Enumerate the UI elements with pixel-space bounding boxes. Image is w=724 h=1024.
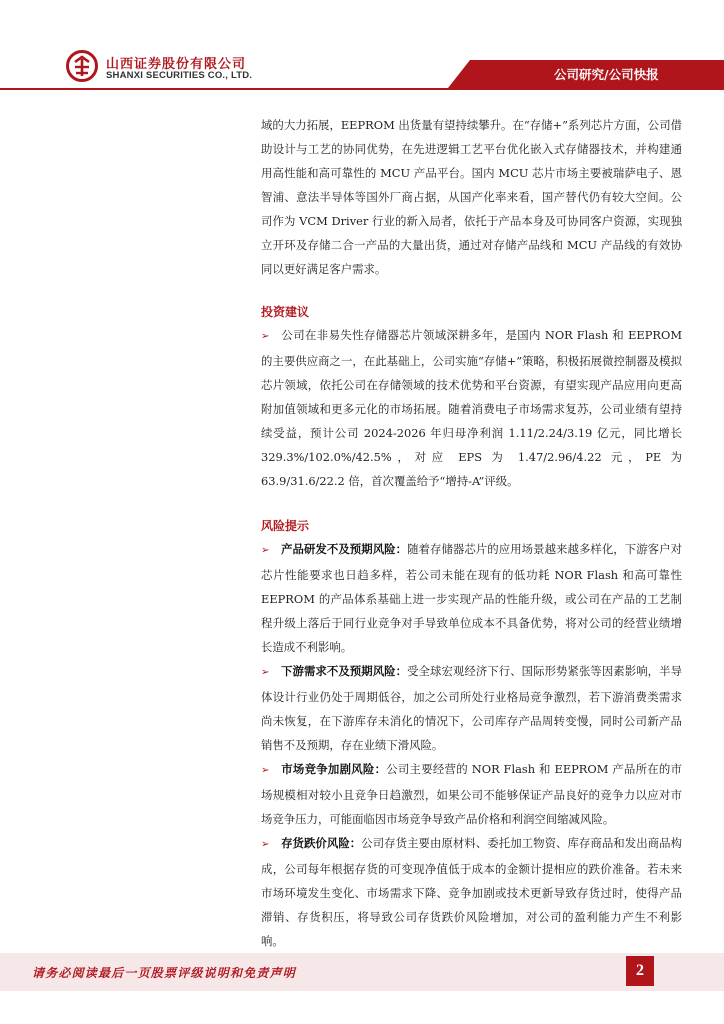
- risk-title: 风险提示: [261, 519, 310, 533]
- bullet-arrow-icon: ➢: [261, 545, 270, 556]
- report-section-label: 公司研究/公司快报: [554, 67, 659, 82]
- company-name-en: SHANXI SECURITIES CO., LTD.: [106, 70, 253, 81]
- bullet-arrow-icon: ➢: [261, 839, 270, 850]
- company-logo-icon: [66, 50, 98, 82]
- page-header: [0, 0, 724, 92]
- risk-item: [261, 831, 682, 953]
- header-divider: [0, 88, 724, 90]
- intro-paragraph: 域的大力拓展，EEPROM 出货量有望持续攀升。在“存储+”系列芯片方面，公司借助设计与工艺的协同优势，在先进逻辑工艺平台优化嵌入式存储器技术，并构建通用高性能和高可靠性的 MCU 产品平台。国内 MCU 芯片市场主要被瑞萨电子、恩智浦、意法半导体等国外厂商占据，从国产化率来看，国产替代仍有较大空间。公司作为 VCM Driver 行业的新入局者，依托于产品本身及可协同客户资源，实现独立开环及存储二合一产品的大量出货，通过对存储产品线和 MCU 产品线的有效协同以更好满足客户需求。: [261, 118, 682, 276]
- risk-text: 公司主要经营的 NOR Flash 和 EEPROM 产品所在的市场规模相对较小且竞争日趋激烈，如果公司不能够保证产品良好的竞争力以应对市场竞争压力，可能面临因市场竞争导致产品价格和利润空间缩减风险。: [261, 762, 682, 826]
- bullet-arrow-icon: ➢: [261, 331, 270, 342]
- risk-text: 受全球宏观经济下行、国际形势紧张等因素影响，半导体设计行业仍处于周期低谷，加之公司所处行业格局竞争激烈，若下游消费类需求尚未恢复，在下游库存未消化的情况下，公司库存产品周转变慢，同时公司新产品销售不及预期，存在业绩下滑风险。: [261, 664, 682, 752]
- risk-label: 下游需求不及预期风险：: [281, 664, 408, 678]
- page-number: 2: [626, 956, 654, 986]
- investment-bullet: [261, 323, 682, 493]
- bullet-arrow-icon: ➢: [261, 667, 270, 678]
- investment-text: 公司在非易失性存储器芯片领域深耕多年，是国内 NOR Flash 和 EEPROM 的主要供应商之一，在此基础上，公司实施“存储+”策略，积极拓展微控制器及模拟芯片领域，依托公司在存储领域的技术优势和平台资源，有望实现产品应用向更高附加值领域和更多元化的市场拓展。随着消费电子市场需求复苏，公司业绩有望持续受益，预计公司 2024-2026 年归母净利润 1.11/2.24/3.19 亿元，同比增长 329.3%/102.0%/42.5%，对应 EPS 为 1.47/2.96/4.22 元，PE 为 63.9/31.6/22.2 倍，首次覆盖给予“增持-A”评级。: [261, 328, 682, 488]
- bullet-arrow-icon: ➢: [261, 765, 270, 776]
- report-body: [261, 113, 682, 953]
- risk-text: 公司存货主要由原材料、委托加工物资、库存商品和发出商品构成，公司每年根据存货的可变现净值低于成本的金额计提相应的跌价准备。若未来市场环境发生变化、市场需求下降、竞争加剧或技术更新导致存货过时，使得产品滞销、存货积压，将导致公司存货跌价风险增加，对公司的盈利能力产生不利影响。: [261, 836, 682, 948]
- risk-item: [261, 757, 682, 831]
- risk-label: 存货跌价风险：: [281, 836, 362, 850]
- investment-title: 投资建议: [261, 305, 310, 319]
- risk-text: 随着存储器芯片的应用场景越来越多样化，下游客户对芯片性能要求也日趋多样，若公司未能在现有的低功耗 NOR Flash 和高可靠性 EEPROM 的产品体系基础上进一步实现产品的性能升级，或公司在产品的工艺制程升级上落后于同行业竞争对手导致单位成本不具备优势，将对公司的经营业绩增长造成不利影响。: [261, 542, 682, 654]
- company-name-cn: 山西证券股份有限公司: [106, 57, 247, 72]
- risk-label: 产品研发不及预期风险：: [281, 542, 408, 556]
- risk-label: 市场竞争加剧风险：: [281, 762, 387, 776]
- footer-disclaimer: 请务必阅读最后一页股票评级说明和免责声明: [32, 966, 297, 980]
- risk-item: [261, 537, 682, 659]
- risk-item: [261, 659, 682, 757]
